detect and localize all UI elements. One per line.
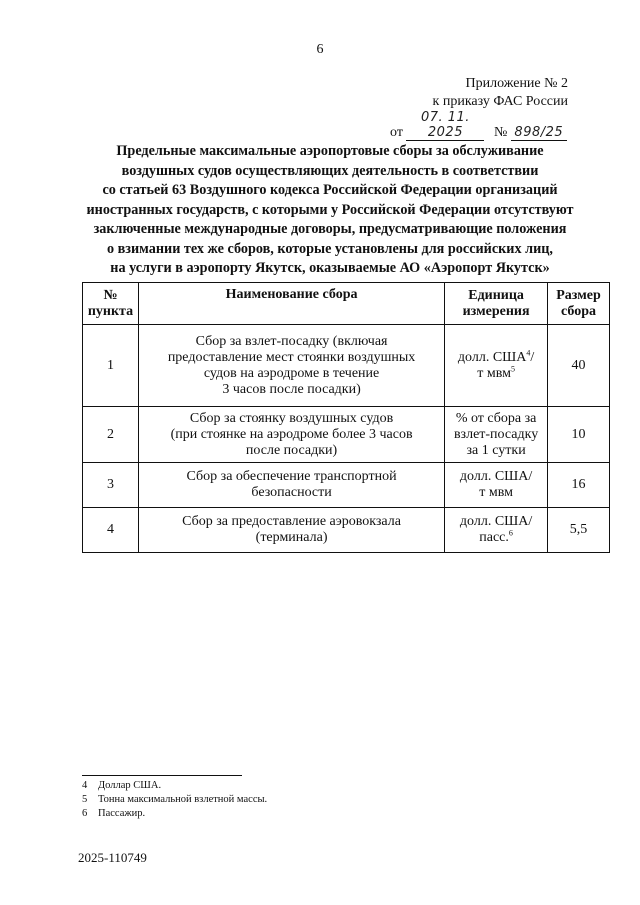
row-number: 4 (83, 508, 139, 553)
header-fee-amount: Размер сбора (548, 283, 610, 325)
row-number: 2 (83, 407, 139, 463)
document-id: 2025-110749 (78, 850, 147, 865)
fee-name: Сбор за предоставление аэровокзала (терминала) (138, 508, 444, 553)
fee-name: Сбор за стоянку воздушных судов (при стоянке на аэродроме более 3 часов после посадки) (138, 407, 444, 463)
footnote-item: 6 Пассажир. (82, 808, 146, 819)
fee-unit: долл. США/ т мвм (445, 463, 548, 508)
fee-unit: долл. США/ пасс.$^6$ (445, 508, 548, 553)
page-number: 6 (316, 42, 324, 57)
fees-table (82, 282, 610, 553)
title-line: воздушных судов осуществляющих деятельность в соответствии (121, 162, 539, 179)
fee-unit: долл. США$^4$/ т мвм$^5$ (445, 325, 548, 407)
title-line: Предельные максимальные аэропортовые сборы за обслуживание (116, 143, 544, 159)
table-row (83, 463, 610, 508)
handwritten-date: 07. 11. 2025 (406, 110, 484, 141)
fee-amount: 16 (548, 463, 610, 508)
fee-amount: 40 (548, 325, 610, 407)
number-prefix: № (493, 125, 508, 140)
table-row (83, 325, 610, 407)
title-line: заключенные международные договоры, предусматривающие положения (93, 221, 567, 237)
handwritten-order-number: 898/25 (511, 125, 567, 141)
table-header-row (83, 283, 610, 325)
appendix-order-ref: к приказу ФАС России (432, 94, 568, 109)
fee-unit: % от сбора за взлет-посадку за 1 сутки (445, 407, 548, 463)
row-number: 1 (83, 325, 139, 407)
date-prefix: от (390, 125, 403, 140)
footnote-item: 4 Доллар США. (82, 780, 162, 791)
appendix-title: Приложение № 2 (465, 76, 568, 91)
header-item-number: № пункта (83, 283, 139, 325)
title-line: о взимании тех же сборов, которые установлены для российских лиц, (107, 240, 553, 257)
footnote-separator (82, 775, 242, 776)
fee-name: Сбор за обеспечение транспортной безопасности (138, 463, 444, 508)
table-row (83, 508, 610, 553)
footnote-item: 5 Тонна максимальной взлетной массы. (82, 794, 268, 805)
document-title (60, 142, 600, 279)
appendix-date-number (390, 110, 590, 140)
header-unit: Единица измерения (445, 283, 548, 325)
row-number: 3 (83, 463, 139, 508)
title-line: на услуги в аэропорту Якутск, оказываемые АО «Аэропорт Якутск» (110, 260, 550, 276)
title-line: иностранных государств, с которыми у Российской Федерации отсутствуют (86, 201, 574, 218)
table-row (83, 407, 610, 463)
fee-amount: 10 (548, 407, 610, 463)
title-line: со статьей 63 Воздушного кодекса Российской Федерации организаций (102, 182, 558, 198)
fee-name: Сбор за взлет-посадку (включая предоставление мест стоянки воздушных судов на аэродроме в течение 3 часов после посадки) (138, 325, 444, 407)
header-fee-name: Наименование сбора (138, 283, 444, 325)
fee-amount: 5,5 (548, 508, 610, 553)
